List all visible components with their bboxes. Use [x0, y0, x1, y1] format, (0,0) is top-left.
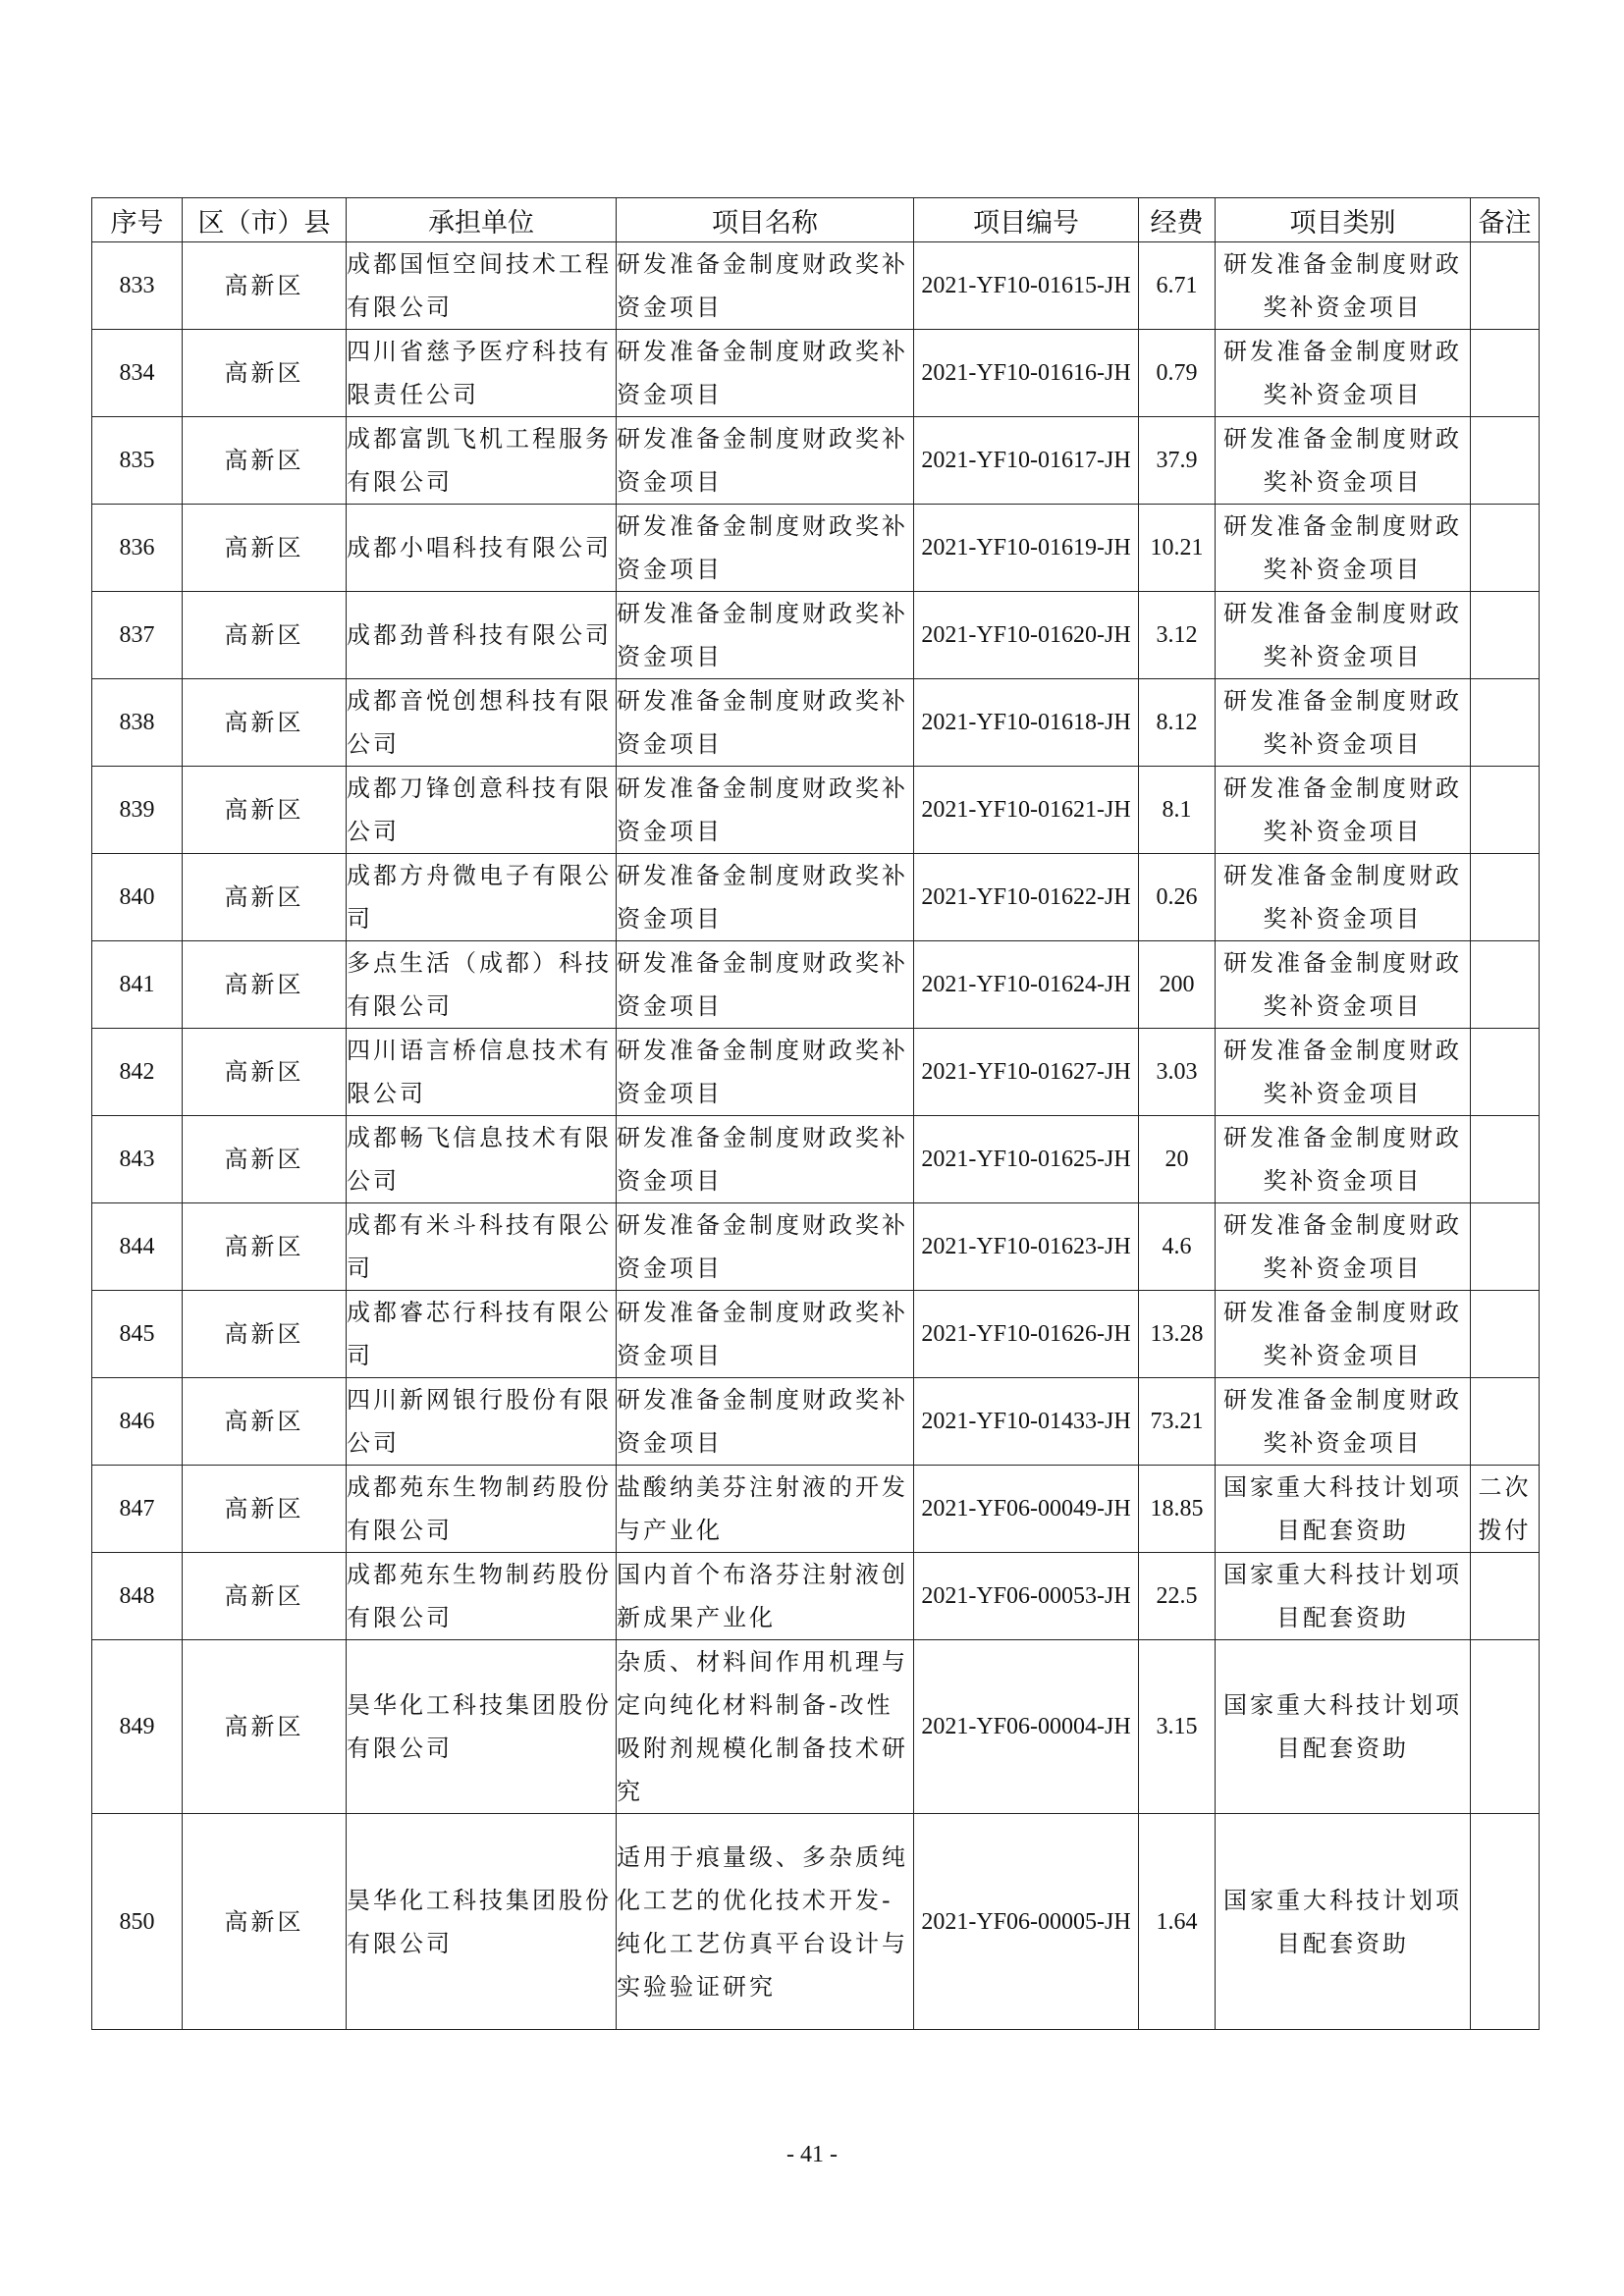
district-cell: 高新区: [183, 1640, 347, 1814]
district-cell: 高新区: [183, 1029, 347, 1116]
row-number: 844: [92, 1203, 183, 1291]
header-cell: 备注: [1471, 198, 1540, 242]
project-code-cell: 2021-YF10-01622-JH: [914, 854, 1139, 941]
funds-cell: 6.71: [1139, 242, 1216, 330]
unit-cell: 成都国恒空间技术工程有限公司: [347, 242, 617, 330]
row-number: 837: [92, 592, 183, 679]
district-cell: 高新区: [183, 679, 347, 767]
header-cell: 区（市）县: [183, 198, 347, 242]
table-row: [92, 679, 1540, 767]
table-row: [92, 1116, 1540, 1203]
project-code-cell: 2021-YF10-01627-JH: [914, 1029, 1139, 1116]
category-cell: 研发准备金制度财政奖补资金项目: [1216, 1116, 1471, 1203]
note-cell: [1471, 417, 1540, 505]
row-number: 836: [92, 505, 183, 592]
page-number: - 41 -: [786, 2142, 838, 2167]
funds-cell: 0.79: [1139, 330, 1216, 417]
note-cell: [1471, 1640, 1540, 1814]
row-number: 833: [92, 242, 183, 330]
note-cell: [1471, 679, 1540, 767]
note-cell: [1471, 1203, 1540, 1291]
project-code-cell: 2021-YF10-01626-JH: [914, 1291, 1139, 1378]
category-cell: 研发准备金制度财政奖补资金项目: [1216, 767, 1471, 854]
row-number: 834: [92, 330, 183, 417]
row-number: 841: [92, 941, 183, 1029]
table-row: [92, 1203, 1540, 1291]
note-cell: [1471, 1029, 1540, 1116]
project-name-cell: 研发准备金制度财政奖补资金项目: [617, 1291, 914, 1378]
district-cell: 高新区: [183, 1203, 347, 1291]
project-code-cell: 2021-YF10-01624-JH: [914, 941, 1139, 1029]
unit-cell: 成都富凯飞机工程服务有限公司: [347, 417, 617, 505]
project-code-cell: 2021-YF10-01625-JH: [914, 1116, 1139, 1203]
header-cell: 项目名称: [617, 198, 914, 242]
table-row: [92, 1466, 1540, 1553]
note-cell: [1471, 767, 1540, 854]
row-number: 847: [92, 1466, 183, 1553]
table-row: [92, 1378, 1540, 1466]
project-name-cell: 研发准备金制度财政奖补资金项目: [617, 679, 914, 767]
header-cell: 承担单位: [347, 198, 617, 242]
category-cell: 研发准备金制度财政奖补资金项目: [1216, 1029, 1471, 1116]
funds-cell: 3.15: [1139, 1640, 1216, 1814]
row-number: 842: [92, 1029, 183, 1116]
category-cell: 研发准备金制度财政奖补资金项目: [1216, 1203, 1471, 1291]
project-name-cell: 研发准备金制度财政奖补资金项目: [617, 592, 914, 679]
note-cell: [1471, 242, 1540, 330]
district-cell: 高新区: [183, 242, 347, 330]
unit-cell: 四川语言桥信息技术有限公司: [347, 1029, 617, 1116]
project-code-cell: 2021-YF10-01615-JH: [914, 242, 1139, 330]
district-cell: 高新区: [183, 1814, 347, 2030]
district-cell: 高新区: [183, 941, 347, 1029]
project-name-cell: 研发准备金制度财政奖补资金项目: [617, 1203, 914, 1291]
note-cell: [1471, 1116, 1540, 1203]
funds-cell: 37.9: [1139, 417, 1216, 505]
category-cell: 研发准备金制度财政奖补资金项目: [1216, 854, 1471, 941]
district-cell: 高新区: [183, 1378, 347, 1466]
funds-cell: 20: [1139, 1116, 1216, 1203]
project-name-cell: 研发准备金制度财政奖补资金项目: [617, 505, 914, 592]
project-code-cell: 2021-YF10-01616-JH: [914, 330, 1139, 417]
project-name-cell: 研发准备金制度财政奖补资金项目: [617, 417, 914, 505]
table-row: [92, 767, 1540, 854]
project-name-cell: 研发准备金制度财政奖补资金项目: [617, 854, 914, 941]
project-code-cell: 2021-YF10-01619-JH: [914, 505, 1139, 592]
project-code-cell: 2021-YF06-00049-JH: [914, 1466, 1139, 1553]
category-cell: 研发准备金制度财政奖补资金项目: [1216, 242, 1471, 330]
category-cell: 研发准备金制度财政奖补资金项目: [1216, 592, 1471, 679]
unit-cell: 成都音悦创想科技有限公司: [347, 679, 617, 767]
header-cell: 项目编号: [914, 198, 1139, 242]
funds-cell: 200: [1139, 941, 1216, 1029]
unit-cell: 成都畅飞信息技术有限公司: [347, 1116, 617, 1203]
note-cell: [1471, 1378, 1540, 1466]
funds-cell: 13.28: [1139, 1291, 1216, 1378]
row-number: 846: [92, 1378, 183, 1466]
district-cell: 高新区: [183, 330, 347, 417]
row-number: 838: [92, 679, 183, 767]
project-code-cell: 2021-YF10-01620-JH: [914, 592, 1139, 679]
project-name-cell: 国内首个布洛芬注射液创新成果产业化: [617, 1553, 914, 1640]
category-cell: 国家重大科技计划项目配套资助: [1216, 1640, 1471, 1814]
category-cell: 国家重大科技计划项目配套资助: [1216, 1553, 1471, 1640]
table-header-row: [92, 198, 1540, 242]
project-name-cell: 研发准备金制度财政奖补资金项目: [617, 1378, 914, 1466]
project-name-cell: 研发准备金制度财政奖补资金项目: [617, 1116, 914, 1203]
district-cell: 高新区: [183, 505, 347, 592]
unit-cell: 四川新网银行股份有限公司: [347, 1378, 617, 1466]
row-number: 843: [92, 1116, 183, 1203]
table-row: [92, 854, 1540, 941]
row-number: 835: [92, 417, 183, 505]
row-number: 849: [92, 1640, 183, 1814]
unit-cell: 成都苑东生物制药股份有限公司: [347, 1553, 617, 1640]
project-name-cell: 研发准备金制度财政奖补资金项目: [617, 767, 914, 854]
project-code-cell: 2021-YF10-01623-JH: [914, 1203, 1139, 1291]
funds-cell: 3.12: [1139, 592, 1216, 679]
project-name-cell: 研发准备金制度财政奖补资金项目: [617, 242, 914, 330]
project-name-cell: 研发准备金制度财政奖补资金项目: [617, 1029, 914, 1116]
unit-cell: 昊华化工科技集团股份有限公司: [347, 1814, 617, 2030]
funding-table: [91, 197, 1540, 2030]
unit-cell: 成都睿芯行科技有限公司: [347, 1291, 617, 1378]
row-number: 850: [92, 1814, 183, 2030]
table-row: [92, 1291, 1540, 1378]
row-number: 840: [92, 854, 183, 941]
funds-cell: 73.21: [1139, 1378, 1216, 1466]
unit-cell: 多点生活（成都）科技有限公司: [347, 941, 617, 1029]
funds-cell: 0.26: [1139, 854, 1216, 941]
funds-cell: 8.1: [1139, 767, 1216, 854]
table-row: [92, 417, 1540, 505]
funds-cell: 18.85: [1139, 1466, 1216, 1553]
funds-cell: 3.03: [1139, 1029, 1216, 1116]
project-name-cell: 杂质、材料间作用机理与定向纯化材料制备-改性吸附剂规模化制备技术研究: [617, 1640, 914, 1814]
funds-cell: 22.5: [1139, 1553, 1216, 1640]
unit-cell: 成都刀锋创意科技有限公司: [347, 767, 617, 854]
row-number: 848: [92, 1553, 183, 1640]
note-cell: [1471, 1291, 1540, 1378]
category-cell: 研发准备金制度财政奖补资金项目: [1216, 941, 1471, 1029]
district-cell: 高新区: [183, 417, 347, 505]
table-row: [92, 505, 1540, 592]
unit-cell: 昊华化工科技集团股份有限公司: [347, 1640, 617, 1814]
table-row: [92, 330, 1540, 417]
district-cell: 高新区: [183, 854, 347, 941]
project-name-cell: 盐酸纳美芬注射液的开发与产业化: [617, 1466, 914, 1553]
table-row: [92, 592, 1540, 679]
project-name-cell: 研发准备金制度财政奖补资金项目: [617, 941, 914, 1029]
note-cell: 二次拨付: [1471, 1466, 1540, 1553]
district-cell: 高新区: [183, 1553, 347, 1640]
project-code-cell: 2021-YF06-00053-JH: [914, 1553, 1139, 1640]
note-cell: [1471, 854, 1540, 941]
project-name-cell: 适用于痕量级、多杂质纯化工艺的优化技术开发-纯化工艺仿真平台设计与实验验证研究: [617, 1814, 914, 2030]
note-cell: [1471, 592, 1540, 679]
table-row: [92, 1553, 1540, 1640]
project-code-cell: 2021-YF10-01618-JH: [914, 679, 1139, 767]
unit-cell: 成都有米斗科技有限公司: [347, 1203, 617, 1291]
category-cell: 国家重大科技计划项目配套资助: [1216, 1466, 1471, 1553]
row-number: 845: [92, 1291, 183, 1378]
funds-cell: 1.64: [1139, 1814, 1216, 2030]
project-code-cell: 2021-YF06-00005-JH: [914, 1814, 1139, 2030]
unit-cell: 四川省慈予医疗科技有限责任公司: [347, 330, 617, 417]
district-cell: 高新区: [183, 1116, 347, 1203]
note-cell: [1471, 1814, 1540, 2030]
project-code-cell: 2021-YF10-01617-JH: [914, 417, 1139, 505]
table-row: [92, 1029, 1540, 1116]
unit-cell: 成都劲普科技有限公司: [347, 592, 617, 679]
funds-cell: 4.6: [1139, 1203, 1216, 1291]
category-cell: 研发准备金制度财政奖补资金项目: [1216, 505, 1471, 592]
table-row: [92, 1640, 1540, 1814]
category-cell: 研发准备金制度财政奖补资金项目: [1216, 330, 1471, 417]
header-cell: 项目类别: [1216, 198, 1471, 242]
district-cell: 高新区: [183, 592, 347, 679]
category-cell: 研发准备金制度财政奖补资金项目: [1216, 1378, 1471, 1466]
unit-cell: 成都小唱科技有限公司: [347, 505, 617, 592]
note-cell: [1471, 941, 1540, 1029]
unit-cell: 成都苑东生物制药股份有限公司: [347, 1466, 617, 1553]
unit-cell: 成都方舟微电子有限公司: [347, 854, 617, 941]
funds-cell: 10.21: [1139, 505, 1216, 592]
category-cell: 国家重大科技计划项目配套资助: [1216, 1814, 1471, 2030]
district-cell: 高新区: [183, 1291, 347, 1378]
table-row: [92, 1814, 1540, 2030]
project-name-cell: 研发准备金制度财政奖补资金项目: [617, 330, 914, 417]
district-cell: 高新区: [183, 1466, 347, 1553]
category-cell: 研发准备金制度财政奖补资金项目: [1216, 679, 1471, 767]
funds-cell: 8.12: [1139, 679, 1216, 767]
table-row: [92, 242, 1540, 330]
project-code-cell: 2021-YF10-01433-JH: [914, 1378, 1139, 1466]
note-cell: [1471, 330, 1540, 417]
note-cell: [1471, 1553, 1540, 1640]
row-number: 839: [92, 767, 183, 854]
category-cell: 研发准备金制度财政奖补资金项目: [1216, 1291, 1471, 1378]
header-cell: 经费: [1139, 198, 1216, 242]
category-cell: 研发准备金制度财政奖补资金项目: [1216, 417, 1471, 505]
note-cell: [1471, 505, 1540, 592]
project-code-cell: 2021-YF10-01621-JH: [914, 767, 1139, 854]
table-row: [92, 941, 1540, 1029]
district-cell: 高新区: [183, 767, 347, 854]
project-code-cell: 2021-YF06-00004-JH: [914, 1640, 1139, 1814]
header-cell: 序号: [92, 198, 183, 242]
